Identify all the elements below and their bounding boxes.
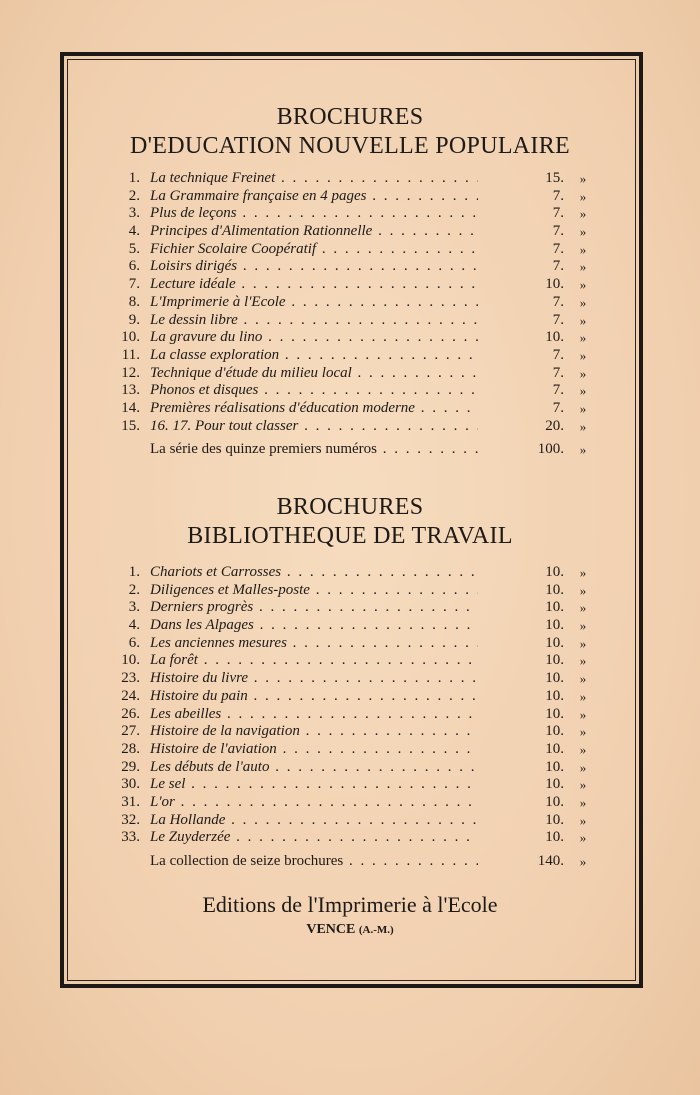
item-title: Histoire du pain . . .: [150, 688, 478, 706]
guillemet-mark: »: [579, 777, 587, 793]
item-number: 9.: [128, 311, 140, 328]
item-number: 1.: [128, 170, 140, 186]
guillemet-mark: »: [579, 653, 587, 669]
item-title: Les abeilles . . .: [150, 706, 478, 724]
guillemet-mark: »: [579, 224, 587, 240]
item-price: 10.: [545, 687, 564, 704]
guillemet-mark: »: [579, 688, 587, 704]
item-price: 10.: [545, 581, 564, 598]
item-price: 10.: [545, 740, 564, 757]
item-number: 5.: [128, 240, 140, 257]
item-title: L'or . . .: [150, 794, 478, 812]
list-item: [110, 258, 590, 276]
total-row: [110, 441, 590, 459]
list-item: [110, 723, 590, 741]
list-item: [110, 635, 590, 653]
guillemet-mark: »: [579, 383, 587, 399]
item-title: L'Imprimerie à l'Ecole . . .: [150, 294, 478, 312]
guillemet-mark: »: [579, 442, 587, 458]
item-number: 11.: [121, 346, 140, 363]
item-number: 10.: [121, 652, 140, 669]
item-title: Plus de leçons . . .: [150, 205, 478, 223]
item-title: La technique Freinet . . .: [150, 170, 478, 188]
section1-heading-line2: D'EDUCATION NOUVELLE POPULAIRE: [130, 133, 570, 159]
section1-list: [110, 170, 590, 459]
item-title: Dans les Alpages . . .: [150, 617, 478, 635]
list-item: [110, 670, 590, 688]
item-price: 7.: [552, 293, 564, 310]
item-number: 12.: [121, 364, 140, 381]
item-price: 20.: [545, 417, 564, 434]
list-item: [110, 347, 590, 365]
guillemet-mark: »: [579, 582, 587, 598]
item-number: 2.: [128, 581, 140, 598]
item-title: Histoire du livre . . .: [150, 670, 478, 688]
list-item: [110, 276, 590, 294]
item-price: 10.: [545, 276, 564, 293]
item-price: 7.: [552, 258, 564, 275]
guillemet-mark: »: [579, 618, 587, 634]
item-title: Le dessin libre . . .: [150, 312, 478, 330]
item-title: La Grammaire française en 4 pages . . .: [150, 188, 478, 206]
total-row: [110, 853, 590, 871]
item-price: 10.: [545, 705, 564, 722]
publisher-location: [0, 922, 700, 938]
item-price: 10.: [545, 634, 564, 651]
list-item: [110, 776, 590, 794]
guillemet-mark: »: [579, 171, 587, 186]
section2-list: [110, 564, 590, 871]
guillemet-mark: »: [579, 671, 587, 687]
list-item: [110, 329, 590, 347]
item-title: La classe exploration . . .: [150, 347, 478, 365]
item-price: 10.: [545, 329, 564, 346]
place-name: VENCE: [306, 922, 356, 937]
guillemet-mark: »: [579, 330, 587, 346]
guillemet-mark: »: [579, 365, 587, 381]
item-number: 23.: [121, 670, 140, 687]
item-price: 7.: [552, 187, 564, 204]
guillemet-mark: »: [579, 418, 587, 434]
guillemet-mark: »: [579, 565, 587, 580]
item-number: 2.: [128, 187, 140, 204]
item-price: 10.: [545, 723, 564, 740]
item-title: Technique d'étude du milieu local . . .: [150, 365, 478, 383]
guillemet-mark: »: [579, 724, 587, 740]
guillemet-mark: »: [579, 241, 587, 257]
guillemet-mark: »: [579, 706, 587, 722]
list-item: [110, 812, 590, 830]
list-item: [110, 794, 590, 812]
item-price: 10.: [545, 776, 564, 793]
item-title: Chariots et Carrosses . . .: [150, 564, 478, 582]
guillemet-mark: »: [579, 347, 587, 363]
list-item: [110, 741, 590, 759]
publisher-name: Editions de l'Imprimerie à l'Ecole: [202, 892, 498, 917]
guillemet-mark: »: [579, 294, 587, 310]
item-price: 7.: [552, 382, 564, 399]
item-title: Histoire de l'aviation . . .: [150, 741, 478, 759]
item-title: Phonos et disques . . .: [150, 382, 478, 400]
item-price: 7.: [552, 311, 564, 328]
item-number: 3.: [128, 599, 140, 616]
item-price: 10.: [545, 670, 564, 687]
item-title: 16. 17. Pour tout classer . . .: [150, 418, 478, 436]
list-item: [110, 617, 590, 635]
item-number: 4.: [128, 223, 140, 240]
item-number: 29.: [121, 758, 140, 775]
section2-heading-line1: BROCHURES: [276, 494, 424, 520]
guillemet-mark: »: [579, 206, 587, 222]
item-title: Les débuts de l'auto . . .: [150, 759, 478, 777]
item-title: Fichier Scolaire Coopératif . . .: [150, 241, 478, 259]
list-item: [110, 652, 590, 670]
item-price: 7.: [552, 346, 564, 363]
list-item: [110, 706, 590, 724]
item-title: Derniers progrès . . .: [150, 599, 478, 617]
item-price: 15.: [545, 170, 564, 186]
guillemet-mark: »: [579, 259, 587, 275]
item-number: 32.: [121, 811, 140, 828]
item-title: Le Zuyderzée . . .: [150, 829, 478, 847]
item-number: 1.: [128, 564, 140, 580]
guillemet-mark: »: [579, 635, 587, 651]
item-number: 8.: [128, 293, 140, 310]
item-number: 6.: [128, 258, 140, 275]
item-title: Lecture idéale . . .: [150, 276, 478, 294]
item-title: Diligences et Malles-poste . . .: [150, 582, 478, 600]
guillemet-mark: »: [579, 741, 587, 757]
item-number: 4.: [128, 617, 140, 634]
section1-heading-line1: BROCHURES: [276, 104, 424, 130]
total-label: La série des quinze premiers numéros . . .: [150, 441, 478, 459]
item-number: 33.: [121, 829, 140, 846]
item-price: 10.: [545, 829, 564, 846]
guillemet-mark: »: [579, 854, 587, 869]
item-title: Le sel . . .: [150, 776, 478, 794]
list-item: [110, 582, 590, 600]
item-number: 6.: [128, 634, 140, 651]
item-title: Principes d'Alimentation Rationnelle . . .: [150, 223, 478, 241]
list-item: [110, 564, 590, 582]
item-price: 7.: [552, 364, 564, 381]
list-item: [110, 312, 590, 330]
guillemet-mark: »: [579, 277, 587, 293]
guillemet-mark: »: [579, 400, 587, 416]
section2-heading-line2: BIBLIOTHEQUE DE TRAVAIL: [187, 523, 513, 549]
item-title: La forêt . . .: [150, 652, 478, 670]
list-item: [110, 382, 590, 400]
total-label: La collection de seize brochures . . .: [150, 853, 478, 871]
region-code: (A.-M.): [358, 924, 394, 936]
item-price: 10.: [545, 617, 564, 634]
guillemet-mark: »: [579, 812, 587, 828]
list-item: [110, 400, 590, 418]
item-number: 26.: [121, 705, 140, 722]
list-item: [110, 418, 590, 436]
item-number: 14.: [121, 399, 140, 416]
list-item: [110, 365, 590, 383]
item-number: 30.: [121, 776, 140, 793]
item-title: La gravure du lino . . .: [150, 329, 478, 347]
item-number: 10.: [121, 329, 140, 346]
item-price: 7.: [552, 240, 564, 257]
item-number: 3.: [128, 205, 140, 222]
item-number: 7.: [128, 276, 140, 293]
item-number: 27.: [121, 723, 140, 740]
item-number: 24.: [121, 687, 140, 704]
guillemet-mark: »: [579, 759, 587, 775]
list-item: [110, 223, 590, 241]
guillemet-mark: »: [579, 600, 587, 616]
list-item: [110, 599, 590, 617]
item-price: 10.: [545, 758, 564, 775]
item-title: Histoire de la navigation . . .: [150, 723, 478, 741]
list-item: [110, 759, 590, 777]
item-price: 10.: [545, 652, 564, 669]
guillemet-mark: »: [579, 794, 587, 810]
item-price: 7.: [552, 399, 564, 416]
total-price: 100.: [537, 441, 564, 458]
item-price: 10.: [545, 793, 564, 810]
guillemet-mark: »: [579, 188, 587, 204]
item-number: 31.: [121, 793, 140, 810]
item-price: 10.: [545, 599, 564, 616]
list-item: [110, 829, 590, 847]
item-number: 13.: [121, 382, 140, 399]
item-title: La Hollande . . .: [150, 812, 478, 830]
item-price: 10.: [545, 811, 564, 828]
list-item: [110, 294, 590, 312]
list-item: [110, 205, 590, 223]
item-title: Loisirs dirigés . . .: [150, 258, 478, 276]
item-price: 7.: [552, 223, 564, 240]
list-item: [110, 688, 590, 706]
guillemet-mark: »: [579, 830, 587, 846]
list-item: [110, 241, 590, 259]
item-price: 7.: [552, 205, 564, 222]
list-item: [110, 170, 590, 188]
total-price: 140.: [537, 853, 564, 869]
item-number: 28.: [121, 740, 140, 757]
guillemet-mark: »: [579, 312, 587, 328]
list-item: [110, 188, 590, 206]
item-price: 10.: [545, 564, 564, 580]
item-title: Premières réalisations d'éducation moderne . . .: [150, 400, 478, 418]
item-number: 15.: [121, 417, 140, 434]
item-title: Les anciennes mesures . . .: [150, 635, 478, 653]
